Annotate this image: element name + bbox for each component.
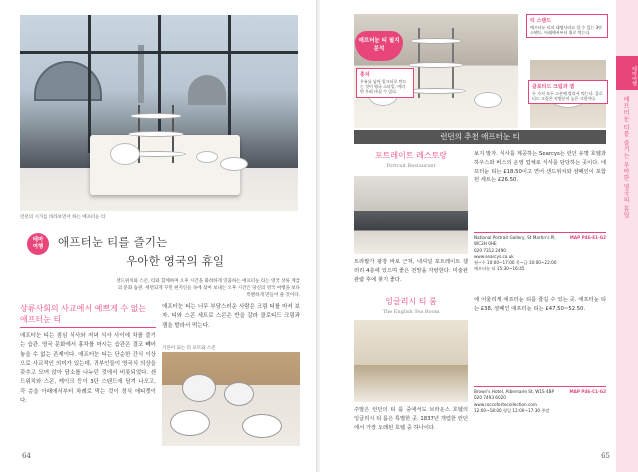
info-box-tea: 홍차 우유를 넣어 밀크티로 만드는 것이 영국 스타일. 여러 번 우려 마실 수 있다. — [356, 68, 414, 98]
section-subhead: 상류사회의 사교에서 예쁘게 수 없는 애프터눈 티 — [20, 304, 147, 324]
page-title-line2: 우아한 영국의 휴일 — [126, 254, 225, 268]
section-title: 런던의 추천 애프터눈 티 — [354, 130, 606, 144]
intro-text: 샌드위치와 스콘, 티와 함께하며 오후 시간을 화려하게 연출하는 애프터눈 티는 영국 상류 계급의 문화 습관. 세련되게 꾸민 현지인들 속에 섞여 보내는 오후 시간은 당신의 영국 여행을 보다 특별하게 만들어 줄 것이다. — [116, 279, 300, 298]
teapot-photo — [162, 352, 300, 446]
window-frame — [20, 51, 298, 54]
restaurant-info: MAP P46-E1·G2 National Portrait Gallery, St Martin's Pl, WC2H 0HE 020 7312 2490 www.searcys.co.uk 월~수 10:00~17:00 목~금 10:00~22:00 애프터눈 티 15:30~16:45 — [474, 232, 606, 273]
restaurant-description: 주말은 런던의 티 룸 중에서도 브라운스 호텔의 잉글리시 티 룸은 특별한 곳. 1837년 개업한 런던에서 가장 오래된 호텔 중 하나이다. — [354, 407, 468, 431]
theme-badge: 테마 여행 — [27, 233, 49, 255]
body-text: 애프터눈 티는 점심 식사와 저녁 식사 사이에 차를 즐기는 습관. 영국 문화에서 홍차를 마시는 습관은 결코 빼어 놓을 수 없는 존재이다. 애프터눈 티는 단순한 간식 이상으로 사교적인 의미가 있는데, 귀부인들이 영국식 의상을 갖추고 모여 앉아 담소를 나누던 것에서 비롯되었다. 샌드위치와 스콘, 케이크 등이 3단 스탠드에 담겨 나오고, 각 층을 아래에서부터 차례로 먹는 것이 정식 에티켓이다. — [20, 333, 156, 405]
restaurant-info: MAP P46-C1·G2 Brown's Hotel, Albemarle St, W1S 4BP 020 7493 6020 www.roccofortecollection.com 12:00~18:00 평일 12:00~17:30 주말 — [474, 386, 606, 414]
dome-shape-2 — [188, 75, 226, 105]
restaurant-description: 에 어울리게 애프터눈 티를 즐길 수 있는 곳. 애프터눈 티는 £38, 샴페인 애프터눈 티는 £47.50~52.50. — [474, 297, 606, 312]
restaurant-description: 트라팔가 광장 바로 근처, 내셔널 포트레이트 갤러리 4층에 있으며 좋은 전망을 자랑한다. 미술관 관람 후에 찾기 좋다. — [354, 259, 468, 283]
restaurant-photo — [354, 176, 468, 254]
window-frame — [228, 15, 231, 153]
side-tab — [616, 0, 638, 472]
restaurant-description: 보지 말자. 식사를 제공하는 Searcys는 런던 유명 호텔과 하우스와 버스의 운영 업체로 식사를 담당하는 곳이다. 애프터눈 티는 £18.50이고 연어 샌드위치와 샴페인이 포함된 세트는 £26.50. — [474, 151, 606, 184]
cup-shape — [196, 151, 218, 163]
window-frame — [88, 15, 91, 153]
page-number: 64 — [22, 452, 31, 460]
teapot-shape — [110, 143, 140, 165]
body-text: 애프터눈 티는 너무 부담스러운 사람은 크림 티를 마셔 보자. 티와 스콘 세트로 스콘은 반을 갈라 클로티드 크림과 잼을 발라서 먹는다. — [162, 304, 300, 329]
hero-photo — [20, 15, 298, 211]
photo-caption: 런던의 시가를 바라보면서 하는 애프터눈 티 — [20, 215, 106, 220]
dome-shape — [34, 61, 102, 101]
right-page — [320, 0, 638, 472]
restaurant-heading: 포트레이트 레스토랑 Portrait Restaurant — [374, 151, 448, 169]
restaurant-heading: 잉글리시 티 룸 The English Tea Room — [382, 297, 440, 315]
page-number: 65 — [601, 452, 610, 460]
cup-shape — [220, 157, 248, 171]
page-title: 애프터눈 티를 즐기는 — [58, 235, 168, 249]
info-box-cream: 클로티드 크림과 잼 두 가지 모두 스콘에 발라서 먹는다. 클로티드 크림은 지방분이 높은 크림이다. — [528, 80, 608, 104]
heart-label: 애프터눈 티 필지 분석 — [355, 31, 403, 61]
tea-stand-shape — [138, 105, 174, 163]
left-page — [0, 0, 318, 472]
photo-caption: 기본이 되는 티 포트와 스콘 — [162, 346, 216, 351]
divider — [20, 327, 156, 328]
info-box-stand: 티 스탠드 애프터눈 티의 대명사라고 할 수 있는 3단 스탠드. 아래에서부터 위로 먹는다. — [526, 14, 608, 38]
side-tab-text: 애프터눈 티를 즐기는 우아한 영국의 휴일 — [622, 96, 629, 219]
restaurant-photo — [354, 320, 468, 402]
side-tab-label: 테마여행 — [616, 56, 638, 90]
